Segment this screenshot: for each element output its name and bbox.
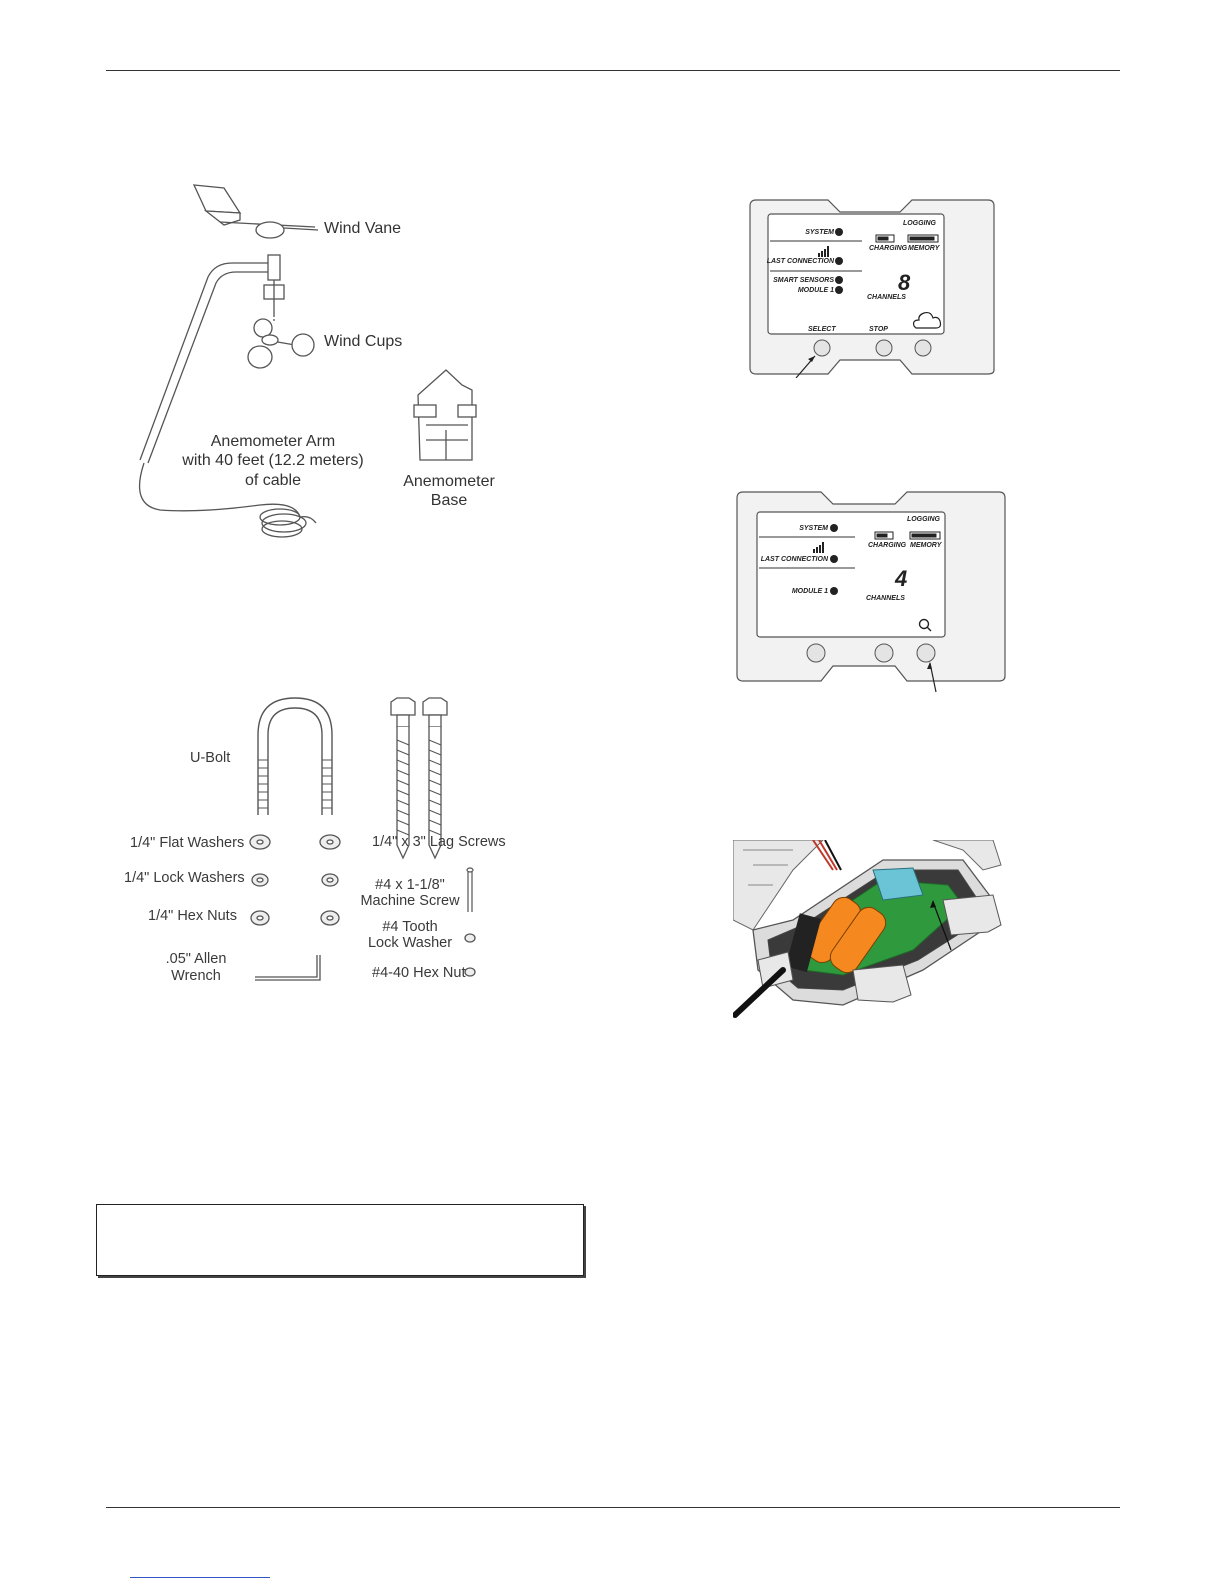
- check-icon: [835, 228, 843, 236]
- middle-button[interactable]: [875, 644, 893, 662]
- right-button[interactable]: [917, 644, 935, 662]
- cable: [735, 970, 783, 1015]
- lcd2-system: SYSTEM: [799, 525, 828, 532]
- arm-label-line3: of cable: [244, 472, 302, 489]
- check-icon: [830, 587, 838, 595]
- left-button[interactable]: [807, 644, 825, 662]
- lcd2-last-connection: LAST CONNECTION: [760, 556, 828, 563]
- check-icon: [835, 276, 843, 284]
- machine-screw-label-line1: #4 x 1-1/8": [375, 877, 445, 893]
- lcd1-stop: STOP: [869, 326, 888, 333]
- arm-label-line2: with 40 feet (12.2 meters): [182, 452, 364, 469]
- lcd2-memory: MEMORY: [910, 542, 942, 549]
- note-box: [96, 1204, 584, 1276]
- allen-label-line1: .05" Allen: [165, 951, 227, 967]
- lcd2-logging: LOGGING: [906, 516, 940, 523]
- lcd1-channels: CHANNELS: [867, 294, 906, 301]
- lcd1-last-connection: LAST CONNECTION: [766, 258, 834, 265]
- flat-washers-label: 1/4" Flat Washers: [130, 835, 245, 851]
- hardware-figure: [110, 690, 510, 1000]
- machine-screw-drawing: [467, 868, 473, 912]
- base-label-line1: Anemometer: [403, 473, 495, 490]
- wind-vane-label: Wind Vane: [324, 220, 402, 237]
- wind-vane-drawing: [194, 185, 318, 238]
- footer-rule: [106, 1507, 1120, 1508]
- select-button[interactable]: [814, 340, 830, 356]
- allen-label-line2: Wrench: [171, 968, 221, 984]
- arm-label-line1: Anemometer Arm: [210, 433, 336, 450]
- tooth-washer-label-line2: Lock Washer: [367, 935, 453, 951]
- lcd1-smart-sensors: SMART SENSORS: [773, 277, 834, 284]
- lcd1-system: SYSTEM: [805, 229, 834, 236]
- check-icon: [835, 257, 843, 265]
- header-rule: [106, 70, 1120, 71]
- lcd2-module: MODULE 1: [791, 588, 828, 595]
- check-icon: [830, 524, 838, 532]
- lcd1-memory: MEMORY: [908, 245, 940, 252]
- lcd1-logging: LOGGING: [902, 220, 936, 227]
- anemometer-arm-drawing: [140, 255, 316, 537]
- lcd2-channels-value: 4: [895, 566, 908, 591]
- lcd-panel-2: [735, 490, 1010, 695]
- lcd1-select: SELECT: [808, 326, 836, 333]
- hex-nut-small-label: #4-40 Hex Nut: [372, 965, 466, 981]
- enclosure-illustration: [733, 840, 1003, 1025]
- stop-button[interactable]: [876, 340, 892, 356]
- lcd1-channels-value: 8: [898, 270, 911, 295]
- footer-link-underline[interactable]: [130, 1577, 270, 1578]
- check-icon: [830, 555, 838, 563]
- check-icon: [835, 286, 843, 294]
- tooth-washer-label-line1: #4 Tooth: [382, 919, 438, 935]
- hex-nuts-label: 1/4" Hex Nuts: [148, 908, 237, 924]
- anemometer-figure: [120, 175, 520, 615]
- machine-screw-label-line2: Machine Screw: [360, 893, 460, 909]
- wind-cups-drawing: [248, 319, 314, 368]
- lcd2-channels: CHANNELS: [866, 595, 905, 602]
- lcd1-module: MODULE 1: [797, 287, 834, 294]
- lock-washers-label: 1/4" Lock Washers: [124, 870, 245, 886]
- allen-wrench-drawing: [255, 955, 320, 980]
- lcd1-charging: CHARGING: [869, 245, 908, 252]
- wind-cups-label: Wind Cups: [324, 333, 403, 350]
- base-label-line2: Base: [430, 492, 468, 509]
- lag-screws-label: 1/4" x 3" Lag Screws: [372, 834, 506, 850]
- u-bolt-drawing: [258, 698, 332, 815]
- u-bolt-label: U-Bolt: [190, 750, 231, 766]
- lcd-panel-1: [748, 198, 998, 378]
- third-button[interactable]: [915, 340, 931, 356]
- anemometer-base-drawing: [414, 370, 476, 460]
- lcd2-charging: CHARGING: [868, 542, 907, 549]
